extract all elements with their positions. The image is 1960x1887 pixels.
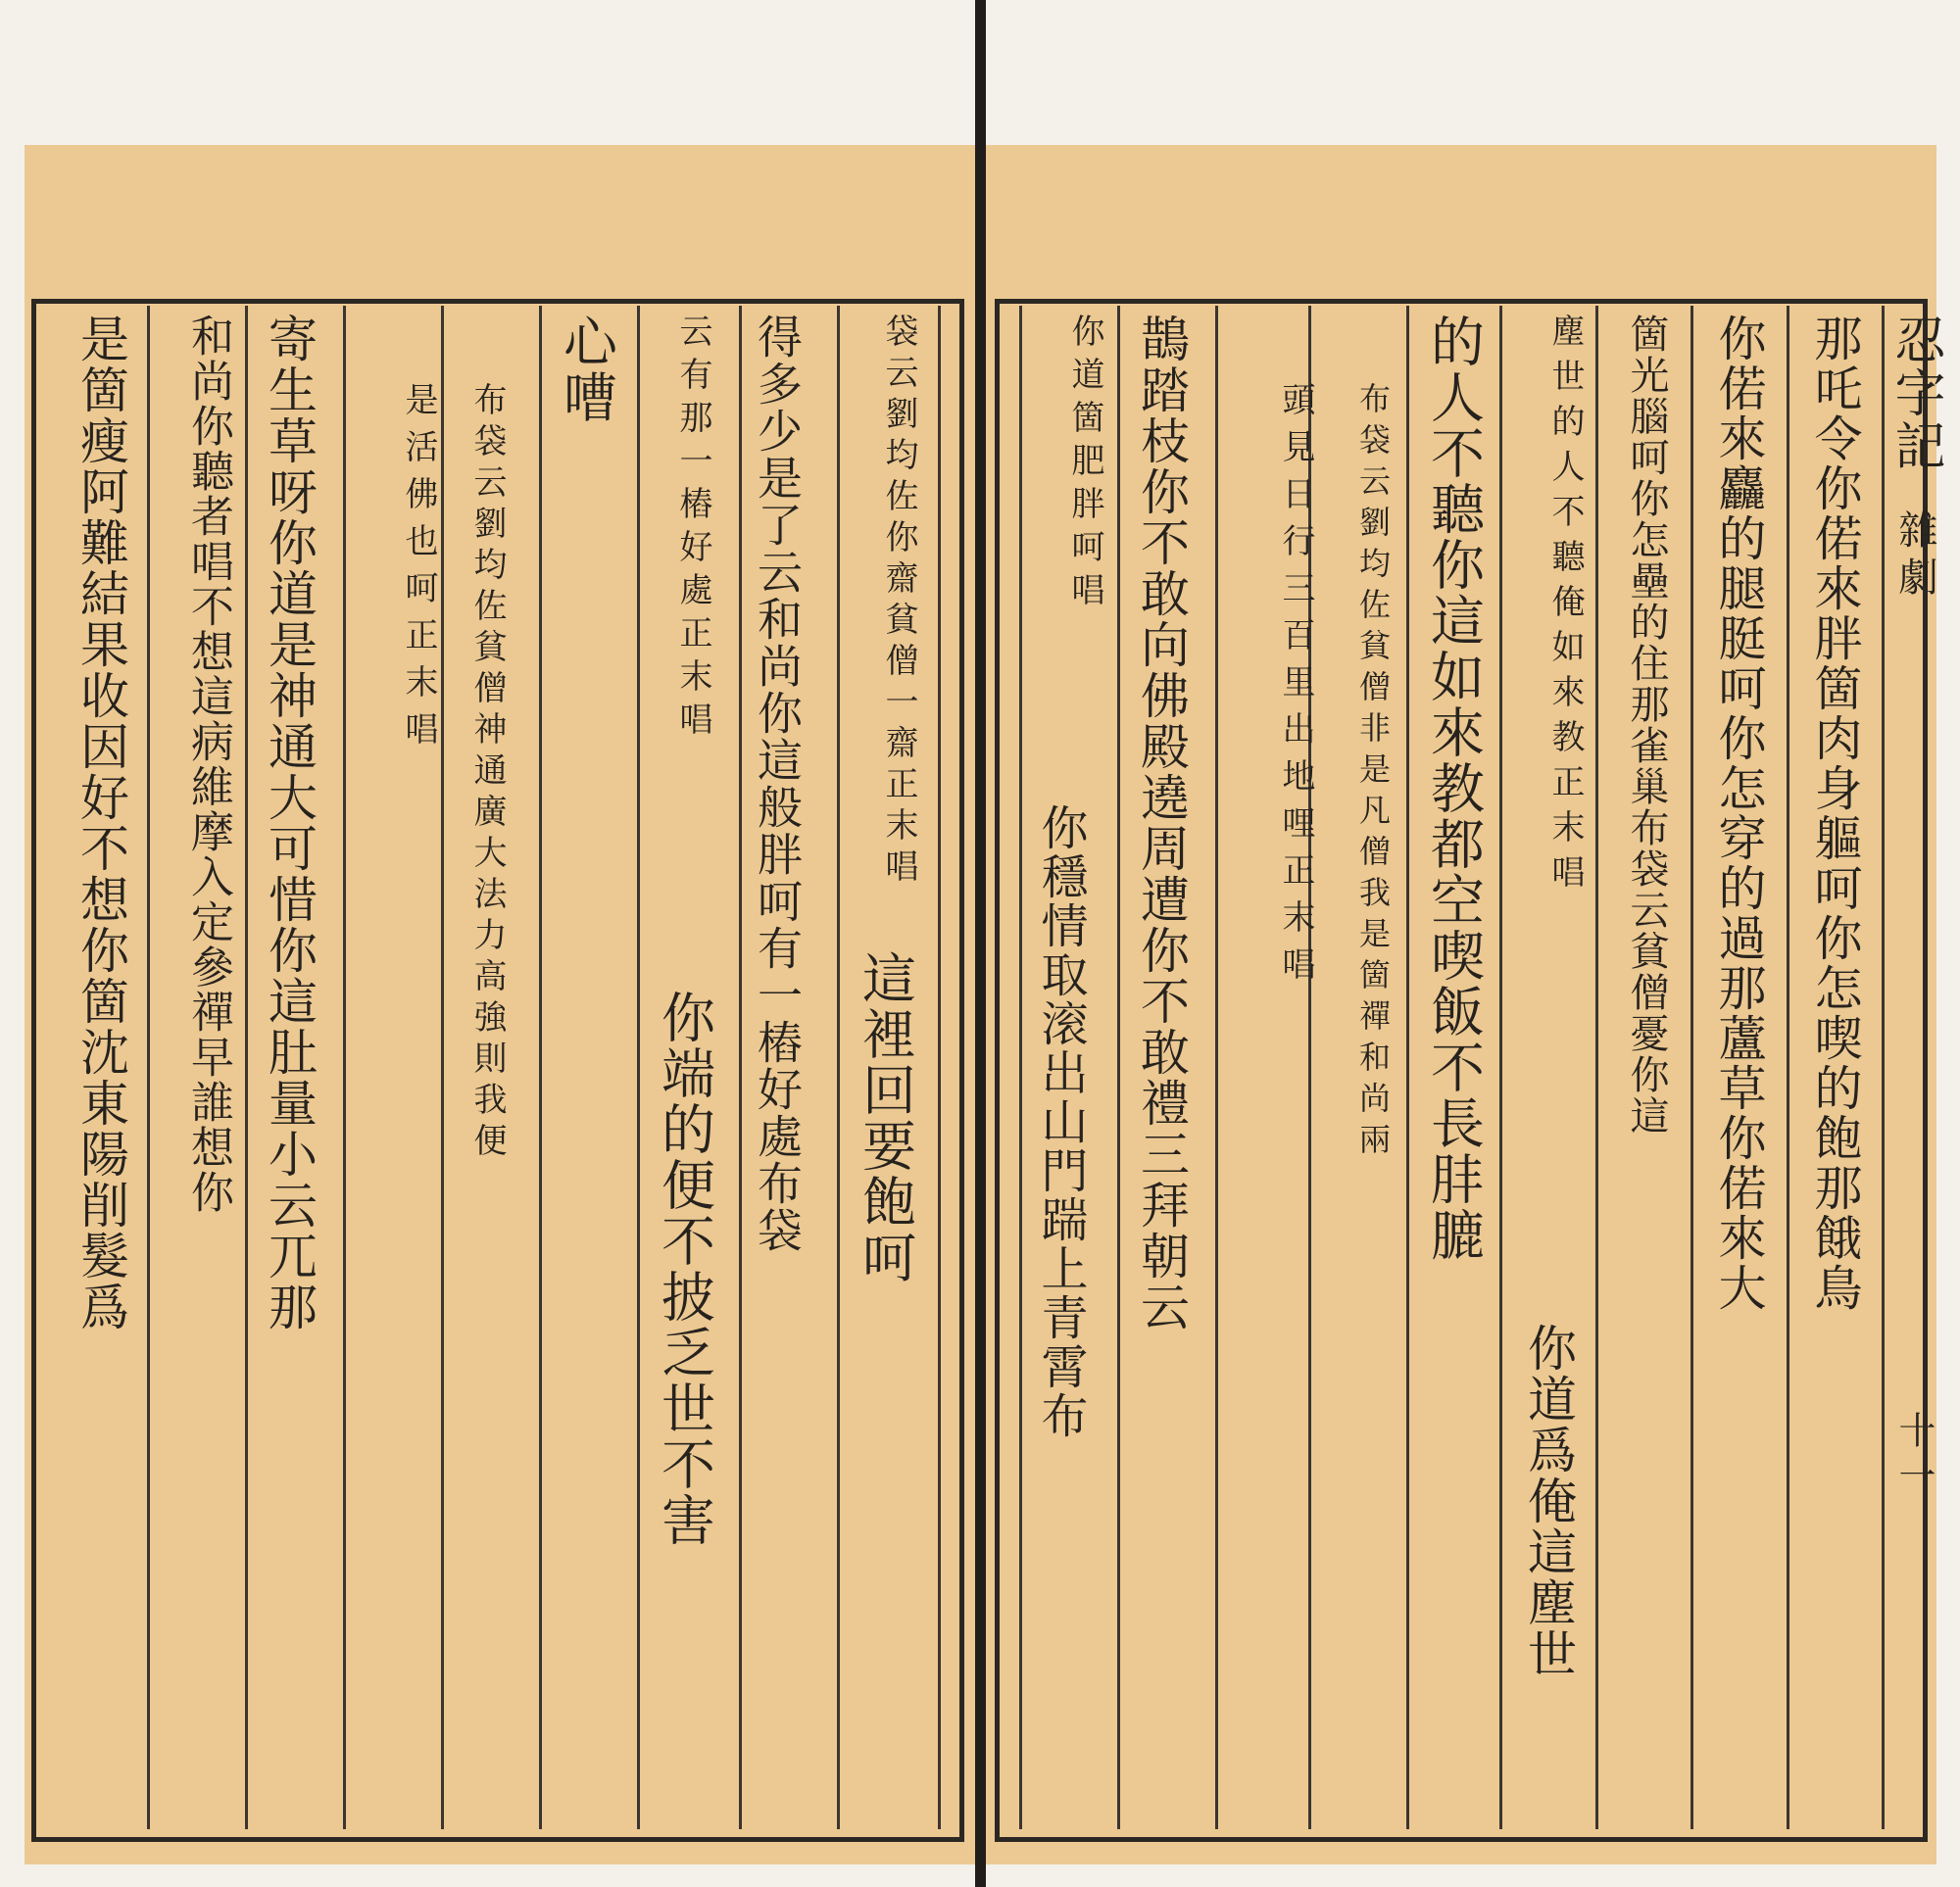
left-divider-8 [245, 306, 248, 1829]
gutter [975, 0, 986, 1887]
left-col-10: 和尚你聽者唱不想這病維摩入定參禪早誰想你 [183, 314, 233, 1215]
right-col-9: 鵲踏枝你不敢向佛殿遶周遭你不敢禮三拜朝云 [1133, 314, 1190, 1332]
left-divider-6 [441, 306, 444, 1829]
right-divider-8 [1690, 306, 1693, 1829]
left-col-5: 你端的便不披乏世不害 [653, 990, 715, 1548]
left-divider-1 [938, 306, 941, 1829]
right-col-4: 塵世的人不聽俺如來教正末唱 [1545, 314, 1585, 899]
left-col-4: 云有那一樁好處正末唱 [673, 314, 712, 745]
left-col-11: 是箇瘦阿難結果收因好不想你箇沈東陽削髮爲 [73, 314, 129, 1332]
right-col-6: 的人不聽你這如來教都空喫飯不長肨膔 [1422, 314, 1485, 1263]
right-divider-5 [1406, 306, 1409, 1829]
left-divider-3 [739, 306, 742, 1829]
left-col-3: 得多少是了云和尚你這般胖呵有一樁好處布袋 [751, 314, 804, 1254]
left-col-9: 寄生草呀你道是神通大可惜你這肚量小云兀那 [261, 314, 318, 1332]
left-divider-4 [637, 306, 640, 1829]
right-col-3: 箇光腦呵你怎壘的住那雀巢布袋云貧僧憂你這 [1624, 314, 1669, 1137]
right-divider-9 [1787, 306, 1789, 1829]
right-col-2: 你偌來麤的腿脡呵你怎穿的過那蘆草你偌來大 [1711, 314, 1767, 1313]
right-divider-7 [1595, 306, 1598, 1829]
right-col-11: 你穩情取滚出山門踹上青霄布 [1033, 803, 1088, 1440]
right-divider-6 [1499, 306, 1502, 1829]
left-divider-9 [147, 306, 150, 1829]
left-divider-7 [343, 306, 346, 1829]
right-col-5: 你道爲俺這塵世 [1520, 1323, 1577, 1679]
right-col-7: 布袋云劉均佐貧僧非是凡僧我是箇禪和尚兩 [1354, 382, 1392, 1164]
right-col-10: 你道箇肥胖呵唱 [1065, 314, 1104, 615]
left-divider-5 [539, 306, 542, 1829]
left-col-8: 是活佛也呵正末唱 [399, 382, 438, 758]
right-divider-1 [1019, 306, 1022, 1829]
right-divider-10 [1882, 306, 1885, 1829]
book-title-header: 忍字記 [1886, 314, 1944, 472]
folio-number: 十一 [1892, 1411, 1936, 1501]
right-col-1: 那吒令你偌來胖箇肉身軀呵你怎喫的飽那餓鳥 [1807, 314, 1863, 1313]
right-divider-3 [1215, 306, 1218, 1829]
left-col-1: 袋云劉均佐你齋貧僧一齋正末唱 [879, 314, 918, 890]
section-header: 雜劇 [1892, 509, 1937, 604]
left-col-2: 這裡回要飽呵 [854, 950, 916, 1285]
left-col-7: 布袋云劉均佐貧僧神通廣大法力高強則我便 [467, 382, 507, 1164]
right-col-8: 頭見日行三百里出地哩正末唱 [1276, 382, 1315, 993]
left-divider-2 [837, 306, 840, 1829]
left-col-6: 心嘈 [555, 314, 617, 425]
right-divider-2 [1117, 306, 1120, 1829]
